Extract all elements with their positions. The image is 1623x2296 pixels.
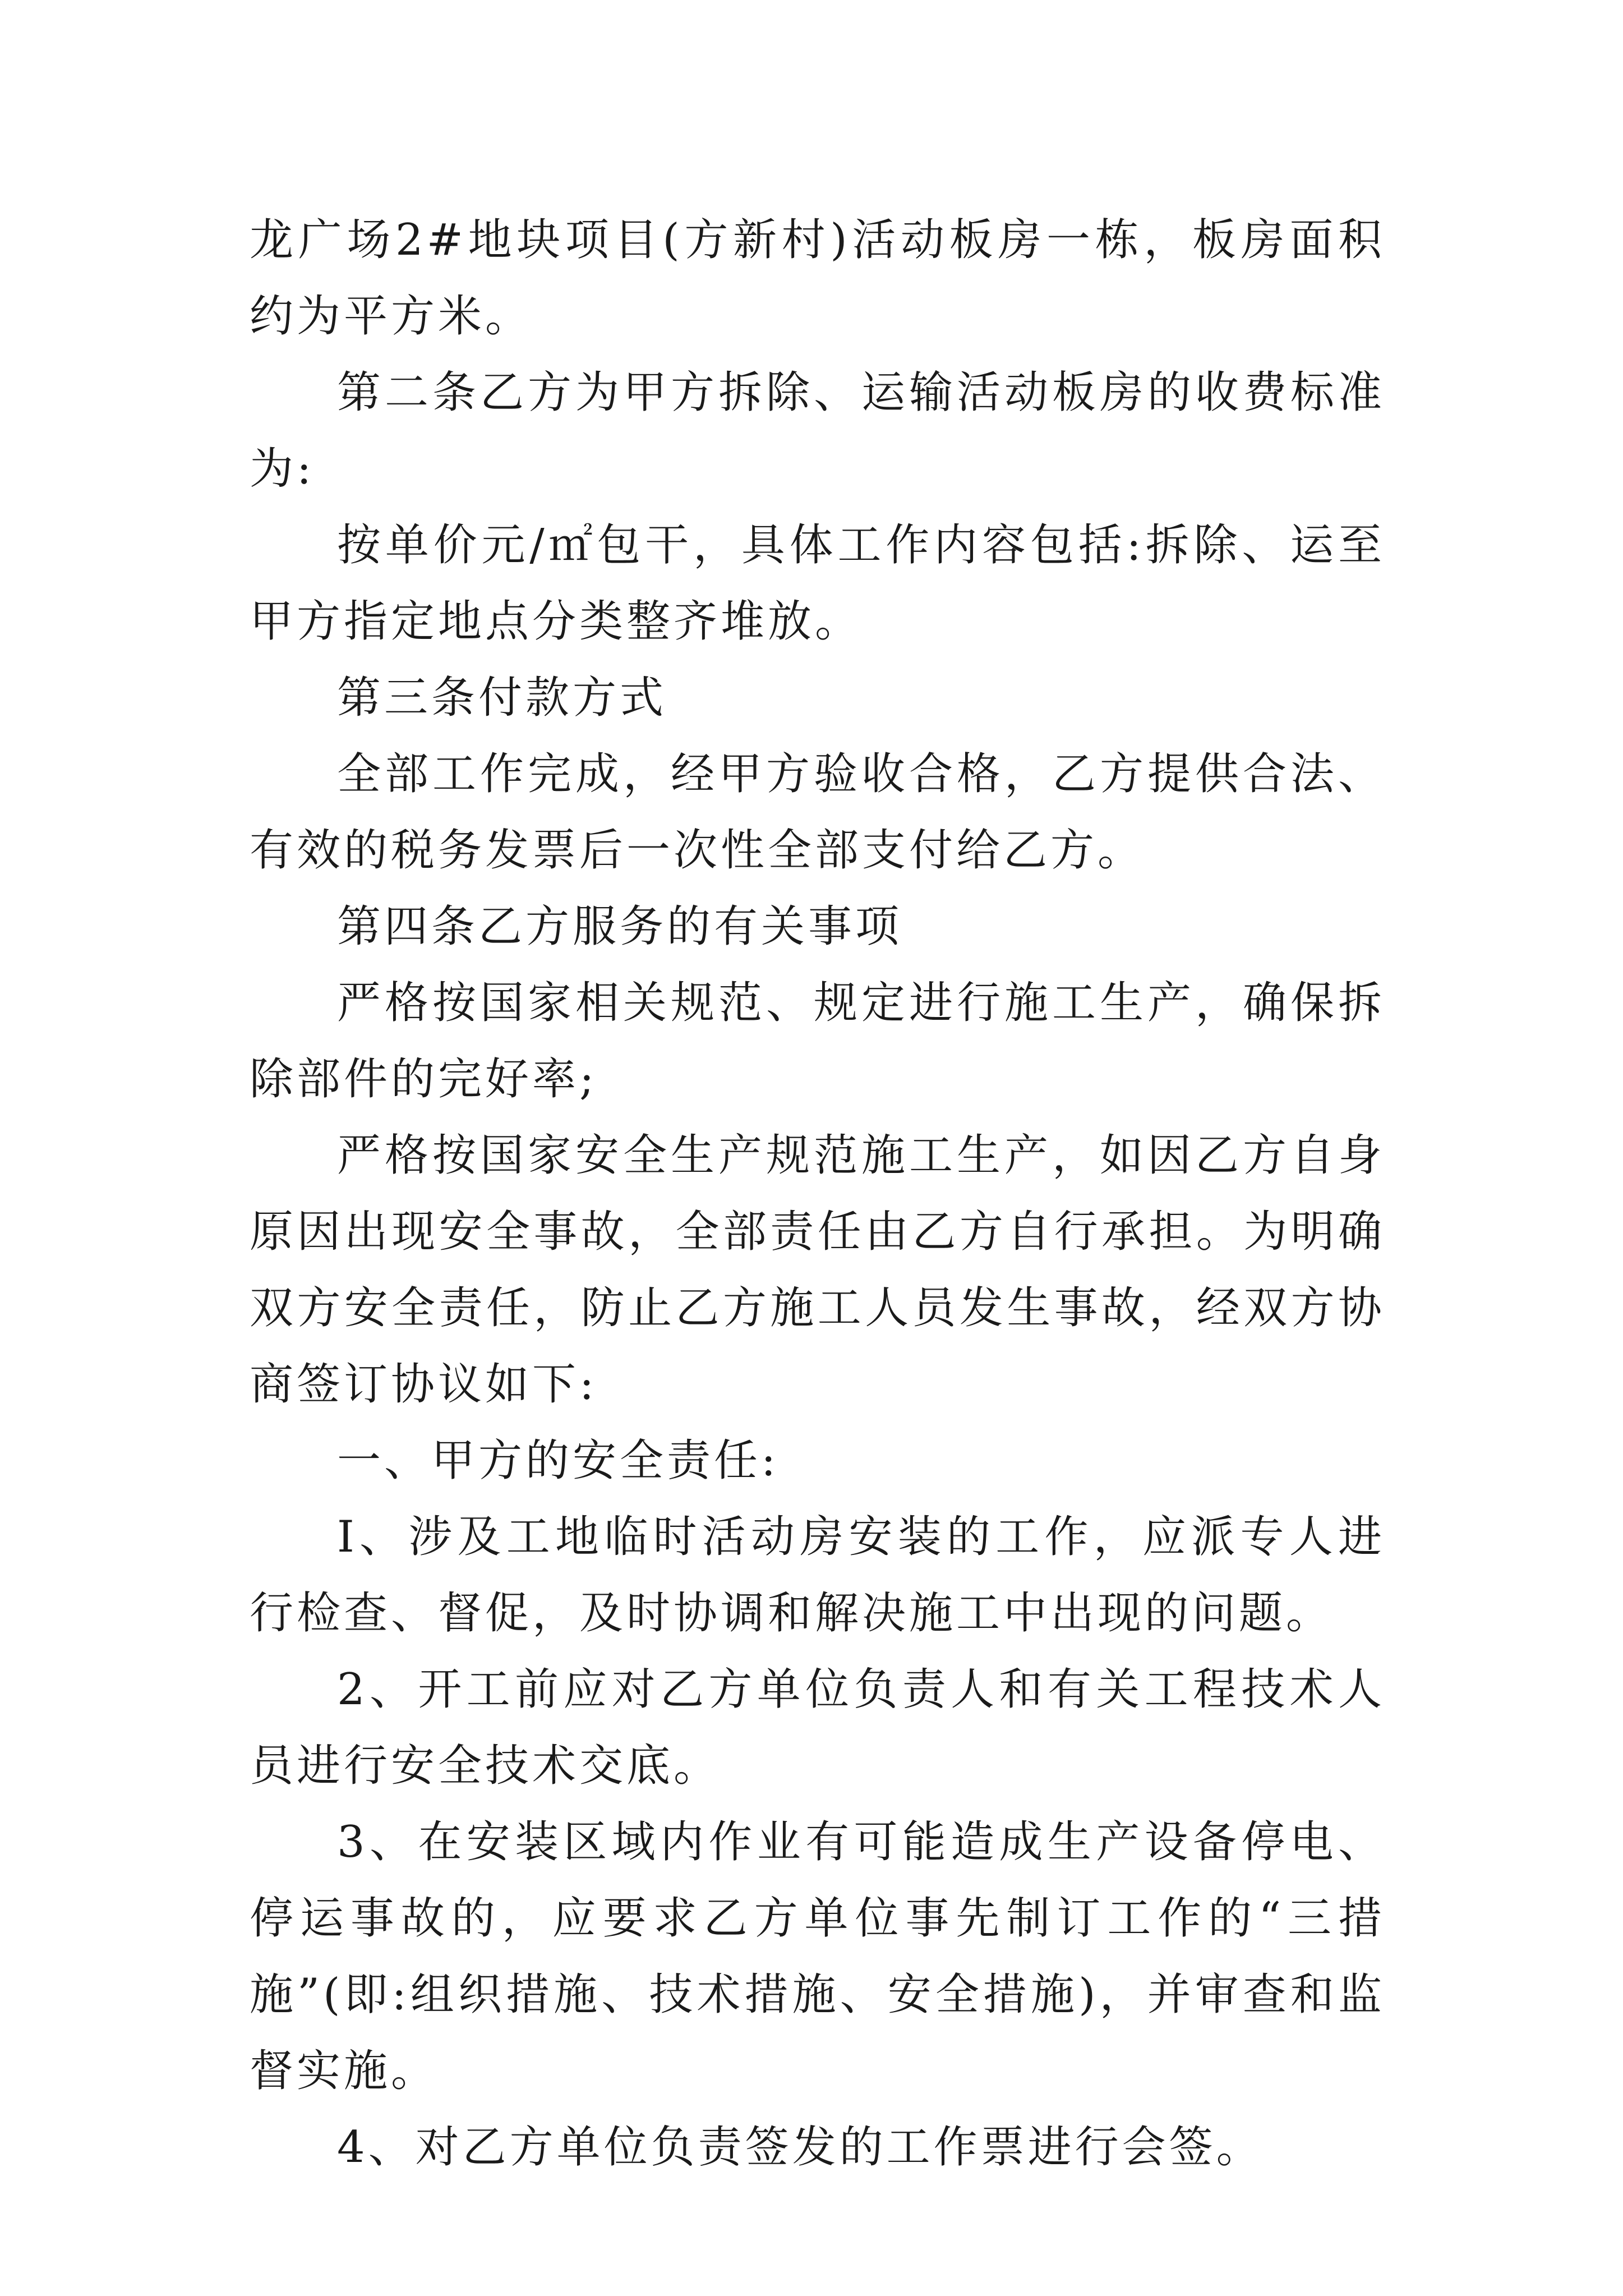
paragraph-article-2-heading: 第二条乙方为甲方拆除、运输活动板房的收费标准为: [250, 367, 1385, 494]
paragraph-item-1: I、涉及工地临时活动房安装的工作，应派专人进行检查、督促，及时协调和解决施工中出现的问题。 [250, 1512, 1385, 1639]
paragraph-party-a-heading: 一、甲方的安全责任: [337, 1435, 780, 1486]
paragraph-item-2: 2、开工前应对乙方单位负责人和有关工程技术人员进行安全技术交底。 [250, 1664, 1385, 1791]
paragraph-item-4: 4、对乙方单位负责签发的工作票进行会签。 [337, 2122, 1264, 2173]
paragraph-payment-terms: 全部工作完成，经甲方验收合格，乙方提供合法、有效的税务发票后一次性全部支付给乙方。 [250, 749, 1385, 876]
paragraph-item-3: 3、在安装区域内作业有可能造成生产设备停电、停运事故的，应要求乙方单位事先制订工作的“三措施”(即:组织措施、技术措施、安全措施)，并审查和监督实施。 [250, 1817, 1385, 2096]
paragraph-unit-price: 按单价元/㎡包干，具体工作内容包括:拆除、运至甲方指定地点分类整齐堆放。 [250, 520, 1385, 647]
document-body [250, 202, 1385, 2185]
paragraph-construction-standards: 严格按国家相关规范、规定进行施工生产，确保拆除部件的完好率; [250, 978, 1385, 1105]
paragraph-safety-responsibility: 严格按国家安全生产规范施工生产，如因乙方自身原因出现安全事故，全部责任由乙方自行承担。为明确双方安全责任，防止乙方施工人员发生事故，经双方协商签订协议如下: [250, 1130, 1385, 1410]
paragraph-article-4-heading: 第四条乙方服务的有关事项 [337, 901, 903, 952]
paragraph-project-description: 龙广场2#地块项目(方新村)活动板房一栋，板房面积约为平方米。 [250, 215, 1385, 342]
paragraph-article-3-heading: 第三条付款方式 [337, 673, 667, 723]
